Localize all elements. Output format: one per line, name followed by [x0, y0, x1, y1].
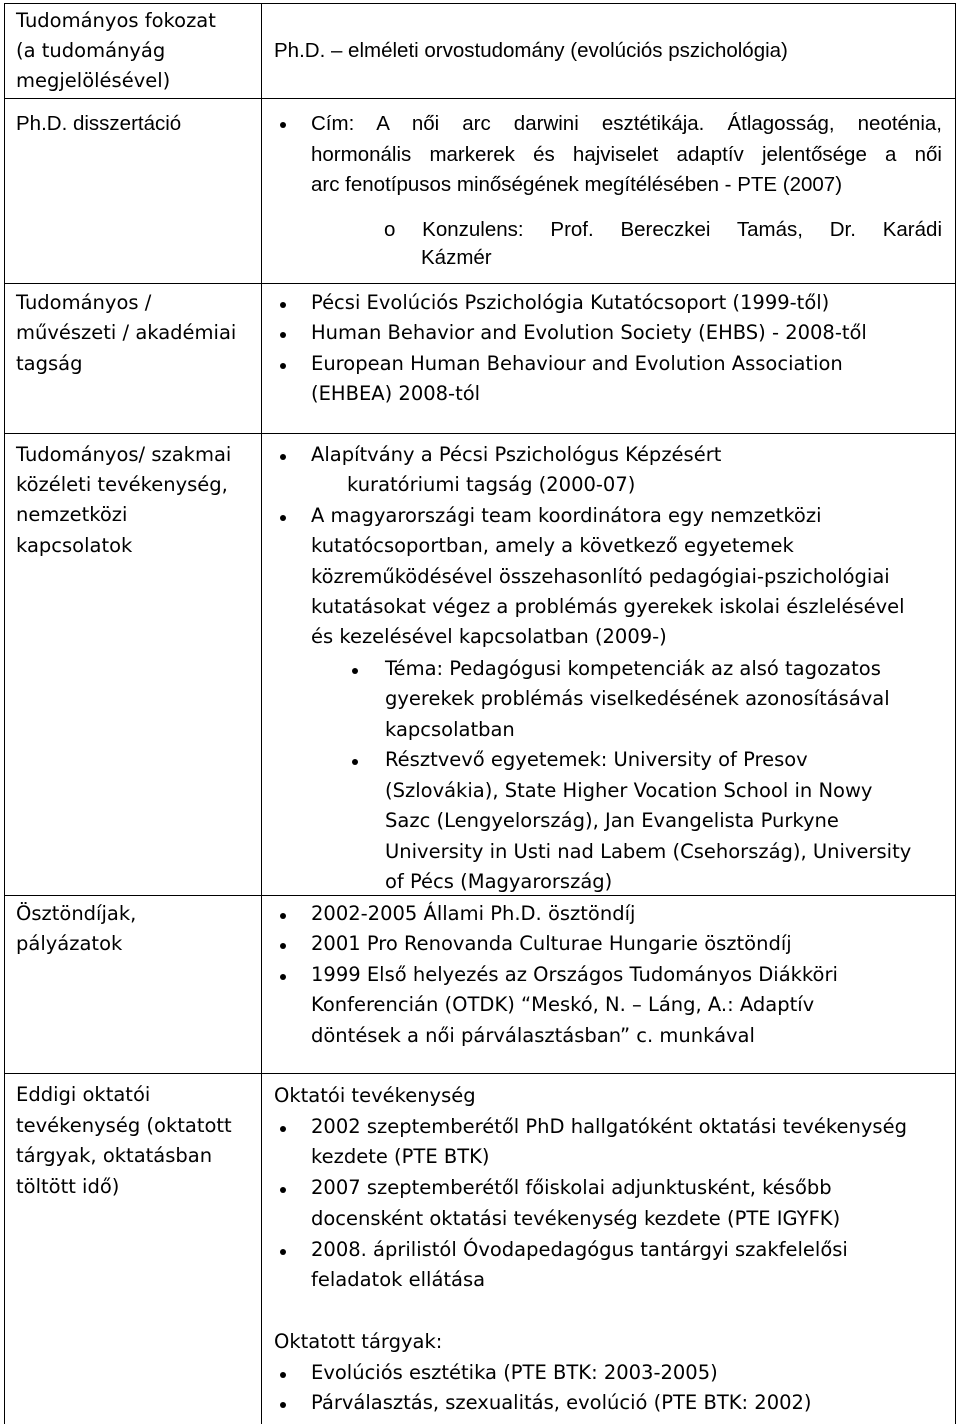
sub-item-universities: Résztvevő egyetemek: University of Presov — [385, 748, 808, 771]
konzulens-line: o Konzulens: Prof. Bereczkei Tamás, Dr. Karádi — [384, 218, 942, 241]
row-label-osztondijak-line: Ösztöndíjak, — [16, 902, 137, 925]
row-label-tagsag-line: művészeti / akadémiai — [16, 321, 237, 344]
scholarship-item: Konferencián (OTDK) “Meskó, N. – Láng, A.: Adaptív — [311, 993, 815, 1016]
konzulens-line: Kázmér — [421, 246, 492, 269]
bullet-icon — [280, 1126, 286, 1132]
membership-item: (EHBEA) 2008-tól — [311, 382, 481, 405]
bullet-icon — [280, 974, 286, 980]
bullet-icon — [280, 332, 286, 338]
teaching-item: 2002 szeptemberétől PhD hallgatóként oktatási tevékenység — [311, 1115, 907, 1138]
degree-value: Ph.D. – elméleti orvostudomány (evolúciós pszichológia) — [274, 39, 788, 62]
teaching-item: kezdete (PTE BTK) — [311, 1145, 490, 1168]
scholarship-item: 2001 Pro Renovanda Culturae Hungarie ösztöndíj — [311, 932, 792, 955]
teaching-item: 2008. áprilistól Óvodapedagógus tantárgyi szakfelelősi — [311, 1238, 848, 1261]
public-activity-item: Alapítvány a Pécsi Pszichológus Képzésért — [311, 443, 722, 466]
bullet-icon — [280, 302, 286, 308]
courses-heading: Oktatott tárgyak: — [274, 1330, 443, 1353]
row-label-tagsag-line: Tudományos / — [16, 291, 152, 314]
public-activity-item: A magyarországi team koordinátora egy nemzetközi — [311, 504, 822, 527]
teaching-item: 2007 szeptemberétől főiskolai adjunktusként, később — [311, 1176, 832, 1199]
row-label-fokozat-line: megjelölésével) — [16, 69, 171, 92]
sub-item-universities: University in Usti nad Labem (Csehország), University — [385, 840, 912, 863]
dissertation-title-line: Cím: A női arc darwini esztétikája. Átlagosság, neoténia, — [311, 112, 942, 135]
table-border-top — [4, 3, 956, 4]
membership-item: Pécsi Evolúciós Pszichológia Kutatócsoport (1999-től) — [311, 291, 830, 314]
sub-item-theme: gyerekek problémás viselkedésének azonosításával — [385, 687, 890, 710]
scholarship-item: 2002-2005 Állami Ph.D. ösztöndíj — [311, 902, 636, 925]
row-divider — [4, 283, 956, 284]
row-label-kozeleti-line: Tudományos/ szakmai — [16, 443, 232, 466]
public-activity-item: kuratóriumi tagság (2000-07) — [347, 473, 636, 496]
scholarship-item: döntések a női párválasztásban” c. munkával — [311, 1024, 755, 1047]
row-label-kozeleti-line: nemzetközi — [16, 503, 128, 526]
table-border-left — [4, 3, 5, 1424]
table-border-right — [955, 3, 956, 1424]
row-label-oktatoi-line: tárgyak, oktatásban — [16, 1144, 213, 1167]
row-label-oktatoi-line: Eddigi oktatói — [16, 1083, 151, 1106]
public-activity-item: kutatócsoportban, amely a következő egyetemek — [311, 534, 794, 557]
sub-item-universities: (Szlovákia), State Higher Vocation School in Nowy — [385, 779, 873, 802]
sub-item-theme: Téma: Pedagógusi kompetenciák az alsó tagozatos — [385, 657, 881, 680]
membership-item: European Human Behaviour and Evolution Association — [311, 352, 843, 375]
bullet-icon — [280, 1249, 286, 1255]
public-activity-item: és kezelésével kapcsolatban (2009-) — [311, 625, 667, 648]
teaching-item: docensként oktatási tevékenység kezdete (PTE IGYFK) — [311, 1207, 841, 1230]
bullet-icon — [280, 1402, 286, 1408]
bullet-icon — [280, 122, 286, 128]
row-label-fokozat-line: Tudományos fokozat — [16, 9, 216, 32]
row-divider — [4, 1073, 956, 1074]
bullet-icon — [280, 913, 286, 919]
row-label-tagsag-line: tagság — [16, 352, 83, 375]
row-label-kozeleti-line: kapcsolatok — [16, 534, 133, 557]
bullet-icon — [280, 515, 286, 521]
scholarship-item: 1999 Első helyezés az Országos Tudományos Diákköri — [311, 963, 838, 986]
row-divider — [4, 98, 956, 99]
column-divider — [261, 3, 262, 1424]
row-divider — [4, 433, 956, 434]
row-label-osztondijak-line: pályázatok — [16, 932, 123, 955]
teaching-heading: Oktatói tevékenység — [274, 1084, 476, 1107]
sub-item-theme: kapcsolatban — [385, 718, 515, 741]
row-label-fokozat-line: (a tudományág — [16, 39, 166, 62]
bullet-icon — [280, 1187, 286, 1193]
bullet-icon — [280, 943, 286, 949]
row-label-kozeleti-line: közéleti tevékenység, — [16, 473, 228, 496]
sub-item-universities: of Pécs (Magyarország) — [385, 870, 613, 893]
bullet-icon — [280, 454, 286, 460]
sub-item-universities: Sazc (Lengyelország), Jan Evangelista Purkyne — [385, 809, 839, 832]
course-item: Párválasztás, szexualitás, evolúció (PTE BTK: 2002) — [311, 1391, 812, 1414]
public-activity-item: kutatásokat végez a problémás gyerekek iskolai észlelésével — [311, 595, 905, 618]
bullet-icon — [280, 1372, 286, 1378]
bullet-icon — [280, 363, 286, 369]
membership-item: Human Behavior and Evolution Society (EHBS) - 2008-től — [311, 321, 867, 344]
row-label-oktatoi-line: tevékenység (oktatott — [16, 1114, 232, 1137]
dissertation-title-line: arc fenotípusos minőségének megítélésében - PTE (2007) — [311, 173, 843, 196]
course-item: Evolúciós esztétika (PTE BTK: 2003-2005) — [311, 1361, 718, 1384]
dissertation-title-line: hormonális markerek és hajviselet adaptív jelentősége a női — [311, 143, 942, 166]
bullet-icon — [352, 759, 358, 765]
row-label-oktatoi-line: töltött idő) — [16, 1175, 120, 1198]
public-activity-item: közreműködésével összehasonlító pedagógiai-pszichológiai — [311, 565, 890, 588]
teaching-item: feladatok ellátása — [311, 1268, 486, 1291]
bullet-icon — [352, 668, 358, 674]
row-label-disszertacio: Ph.D. disszertáció — [16, 112, 182, 135]
